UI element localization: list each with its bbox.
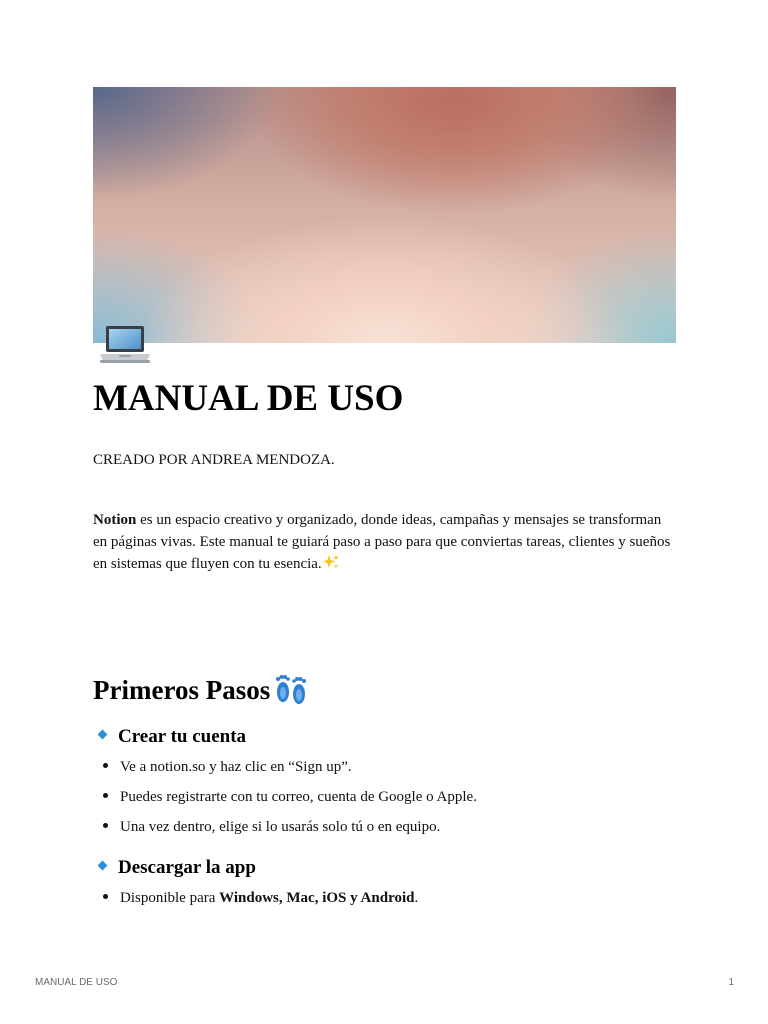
list-item-text: Ve a notion.so y haz clic en “Sign up”.: [120, 759, 352, 775]
author-line: CREADO POR ANDREA MENDOZA.: [93, 452, 335, 468]
bullet-dot-icon: [103, 763, 108, 768]
sparkles-icon: [322, 554, 340, 570]
intro-text: es un espacio creativo y organizado, donde ideas, campañas y mensajes se transforman en páginas vivas. Este manual te guiará paso a paso para que conviertas tareas, clientes y sueños en sistemas que fluyen con tu esencia.: [93, 512, 671, 572]
section-heading-text: Primeros Pasos: [93, 675, 271, 705]
diamond-bullet-icon: [98, 730, 108, 740]
cover-image: [93, 87, 676, 343]
list-item-prefix: Disponible para: [120, 890, 220, 906]
bullet-dot-icon: [103, 793, 108, 798]
subsection-heading-text: Crear tu cuenta: [118, 726, 247, 747]
list-item-suffix: .: [414, 890, 419, 906]
subsection-heading-crear-cuenta: [99, 724, 246, 750]
list-item: [103, 757, 352, 777]
list-item: [103, 888, 418, 908]
footer-title: MANUAL DE USO: [35, 977, 118, 988]
page-title: MANUAL DE USO: [93, 378, 404, 419]
bullet-dot-icon: [103, 823, 108, 828]
subsection-heading-text: Descargar la app: [118, 857, 256, 878]
subsection-heading-descargar-app: [99, 855, 256, 881]
section-heading: [93, 672, 308, 708]
list-item-text: Una vez dentro, elige si lo usarás solo tú o en equipo.: [120, 819, 441, 835]
intro-bold-term: Notion: [93, 512, 137, 528]
laptop-icon: [97, 323, 153, 369]
intro-paragraph: [93, 509, 676, 575]
footprints-icon: [274, 673, 308, 705]
list-item: [103, 817, 440, 837]
list-item-bold: Windows, Mac, iOS y Android: [219, 890, 415, 906]
diamond-bullet-icon: [98, 861, 108, 871]
list-item: [103, 787, 477, 807]
page-number: 1: [728, 977, 734, 988]
bullet-dot-icon: [103, 894, 108, 899]
list-item-text: Puedes registrarte con tu correo, cuenta de Google o Apple.: [120, 789, 477, 805]
